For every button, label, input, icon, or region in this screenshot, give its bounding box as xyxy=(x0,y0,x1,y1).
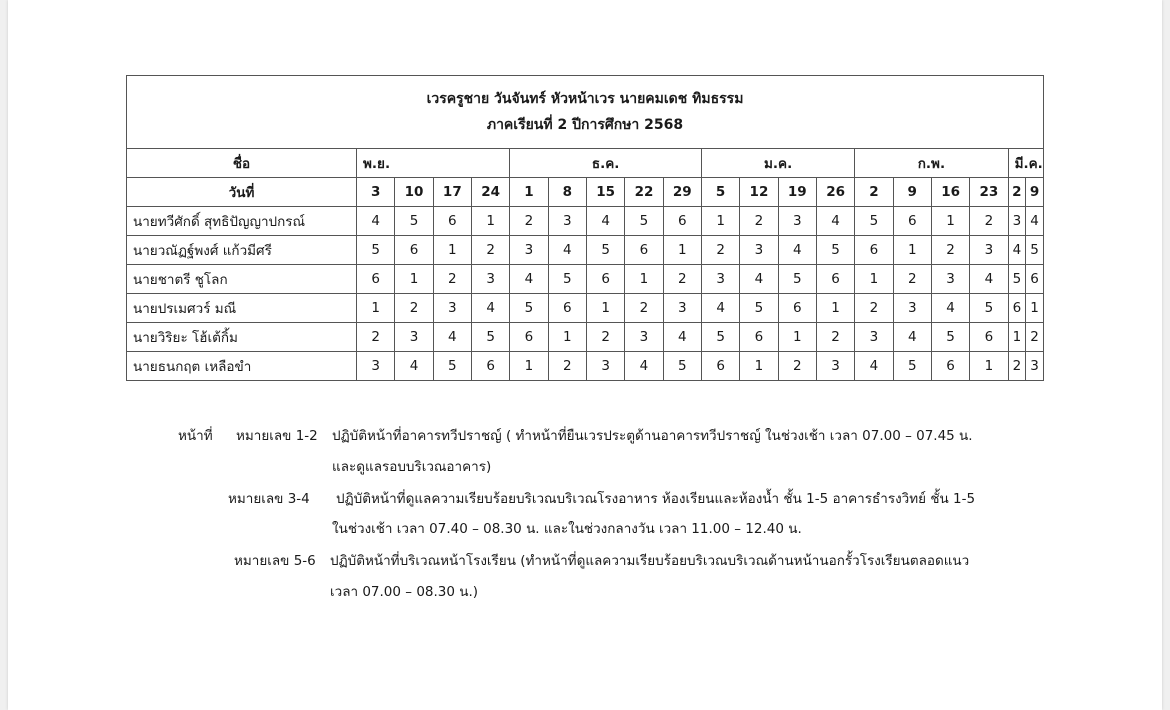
document-page xyxy=(8,0,1162,710)
duty-number-cell: 2 xyxy=(395,294,433,323)
duty-number-cell: 5 xyxy=(433,352,471,381)
duty-number-cell: 6 xyxy=(471,352,509,381)
duty-number-cell: 5 xyxy=(1026,236,1044,265)
duty-number-cell: 5 xyxy=(395,207,433,236)
duty-number-cell: 3 xyxy=(701,265,739,294)
duty-number-cell: 1 xyxy=(663,236,701,265)
duty-number-cell: 4 xyxy=(357,207,395,236)
duty-number-cell: 6 xyxy=(855,236,893,265)
duty-number-cell: 5 xyxy=(625,207,663,236)
month-header: ธ.ค. xyxy=(510,149,702,178)
duty-number-cell: 4 xyxy=(778,236,816,265)
duty-number-cell: 1 xyxy=(625,265,663,294)
duty-number-cell: 2 xyxy=(1026,323,1044,352)
duty-number-cell: 6 xyxy=(778,294,816,323)
duty-number-cell: 4 xyxy=(1026,207,1044,236)
duty-number-cell: 3 xyxy=(433,294,471,323)
duty-number-cell: 5 xyxy=(931,323,969,352)
duty-number-cell: 3 xyxy=(855,323,893,352)
duty-number-cell: 6 xyxy=(1026,265,1044,294)
duty-number-cell: 4 xyxy=(816,207,854,236)
teacher-name: นายชาตรี ชูโลก xyxy=(127,265,357,294)
month-header: ม.ค. xyxy=(701,149,854,178)
duty-number-cell: 1 xyxy=(1008,323,1026,352)
duty-number-cell: 6 xyxy=(893,207,931,236)
duty-number-cell: 5 xyxy=(816,236,854,265)
duty-number-cell: 4 xyxy=(740,265,778,294)
teacher-name: นายทวีศักดิ์ สุทธิปัญญาปกรณ์ xyxy=(127,207,357,236)
month-header: มี.ค. xyxy=(1008,149,1043,178)
duty-number-cell: 6 xyxy=(548,294,586,323)
duty-number-cell: 6 xyxy=(931,352,969,381)
duty-number-cell: 4 xyxy=(663,323,701,352)
duty-number-cell: 2 xyxy=(970,207,1008,236)
duty-number-cell: 4 xyxy=(395,352,433,381)
duty-number-cell: 5 xyxy=(893,352,931,381)
duty-number-cell: 2 xyxy=(701,236,739,265)
date-header-cell: 1 xyxy=(510,178,548,207)
duty-number-cell: 6 xyxy=(395,236,433,265)
duty-number-cell: 5 xyxy=(586,236,624,265)
teacher-name: นายปรเมศวร์ มณี xyxy=(127,294,357,323)
duty-number-cell: 6 xyxy=(816,265,854,294)
duty-number-cell: 5 xyxy=(357,236,395,265)
duty-number-cell: 4 xyxy=(931,294,969,323)
duty-number-cell: 3 xyxy=(778,207,816,236)
duty-number-cell: 4 xyxy=(970,265,1008,294)
duty-number-cell: 3 xyxy=(471,265,509,294)
duty-number-cell: 5 xyxy=(510,294,548,323)
duty-number-cell: 4 xyxy=(586,207,624,236)
duty-number-cell: 3 xyxy=(510,236,548,265)
teacher-name: นายวณัฏฐ์พงศ์ แก้วมีศรี xyxy=(127,236,357,265)
duty-number-cell: 1 xyxy=(510,352,548,381)
duty-number-cell: 5 xyxy=(548,265,586,294)
month-header: พ.ย. xyxy=(357,149,510,178)
duty-number-cell: 5 xyxy=(778,265,816,294)
duty-number-cell: 3 xyxy=(893,294,931,323)
title-line-2: ภาคเรียนที่ 2 ปีการศึกษา 2568 xyxy=(486,117,684,133)
duty-number-cell: 1 xyxy=(433,236,471,265)
name-column-header: ชื่อ xyxy=(127,149,357,178)
duty-number-cell: 3 xyxy=(740,236,778,265)
duty-number-cell: 4 xyxy=(893,323,931,352)
duty-number-cell: 1 xyxy=(816,294,854,323)
duty-number-cell: 4 xyxy=(510,265,548,294)
duty-number-cell: 2 xyxy=(931,236,969,265)
duty-number-cell: 2 xyxy=(548,352,586,381)
duty-number-cell: 2 xyxy=(740,207,778,236)
duty-number-cell: 5 xyxy=(970,294,1008,323)
duty-number-cell: 1 xyxy=(471,207,509,236)
date-header-cell: 16 xyxy=(931,178,969,207)
duty-number-cell: 2 xyxy=(1008,352,1026,381)
duty-number-cell: 3 xyxy=(970,236,1008,265)
duty-number-cell: 4 xyxy=(471,294,509,323)
duty-number-cell: 6 xyxy=(586,265,624,294)
duty-number-cell: 4 xyxy=(1008,236,1026,265)
date-header-cell: 19 xyxy=(778,178,816,207)
duty-number-cell: 4 xyxy=(855,352,893,381)
duty-number-cell: 2 xyxy=(510,207,548,236)
note-3-label: หมายเลข 5-6 xyxy=(234,553,316,569)
duty-number-cell: 5 xyxy=(701,323,739,352)
note-3-text: ปฏิบัติหน้าที่บริเวณหน้าโรงเรียน (ทำหน้าที่ดูแลความเรียบร้อยบริเวณบริเวณด้านหน้านอกรั้วโรงเรียนตลอดแนว xyxy=(330,553,970,569)
duty-number-cell: 3 xyxy=(357,352,395,381)
duty-number-cell: 3 xyxy=(395,323,433,352)
duty-number-cell: 1 xyxy=(586,294,624,323)
duty-number-cell: 6 xyxy=(970,323,1008,352)
duty-number-cell: 3 xyxy=(586,352,624,381)
duty-number-cell: 4 xyxy=(701,294,739,323)
duty-number-cell: 2 xyxy=(855,294,893,323)
date-header-cell: 10 xyxy=(395,178,433,207)
date-header-cell: 23 xyxy=(970,178,1008,207)
note-2-label: หมายเลข 3-4 xyxy=(228,491,310,507)
duty-number-cell: 1 xyxy=(970,352,1008,381)
duty-number-cell: 6 xyxy=(1008,294,1026,323)
date-header-cell: 2 xyxy=(855,178,893,207)
duty-number-cell: 3 xyxy=(1026,352,1044,381)
duty-number-cell: 1 xyxy=(548,323,586,352)
duty-number-cell: 6 xyxy=(357,265,395,294)
teacher-name: นายวิริยะ โฮ้เต้กิ้ม xyxy=(127,323,357,352)
duty-number-cell: 1 xyxy=(893,236,931,265)
date-header-cell: 26 xyxy=(816,178,854,207)
date-header-cell: 2 xyxy=(1008,178,1026,207)
duty-number-cell: 5 xyxy=(663,352,701,381)
duty-number-cell: 2 xyxy=(778,352,816,381)
duty-number-cell: 1 xyxy=(395,265,433,294)
duty-number-cell: 6 xyxy=(701,352,739,381)
duty-number-cell: 5 xyxy=(740,294,778,323)
duty-number-cell: 3 xyxy=(931,265,969,294)
duty-number-cell: 3 xyxy=(1008,207,1026,236)
teacher-name: นายธนกฤต เหลือขำ xyxy=(127,352,357,381)
duty-number-cell: 1 xyxy=(701,207,739,236)
duty-number-cell: 3 xyxy=(663,294,701,323)
duty-number-cell: 5 xyxy=(471,323,509,352)
duty-number-cell: 1 xyxy=(357,294,395,323)
note-1-text: ปฏิบัติหน้าที่อาคารทวีปราชญ์ ( ทำหน้าที่ยืนเวรประตูด้านอาคารทวีปราชญ์ ในช่วงเช้า เวลา 07.00 – 07.45 น. xyxy=(332,428,973,444)
duty-number-cell: 3 xyxy=(816,352,854,381)
note-3-continuation: เวลา 07.00 – 08.30 น.) xyxy=(330,584,479,600)
date-header-cell: 17 xyxy=(433,178,471,207)
duty-number-cell: 3 xyxy=(625,323,663,352)
date-header-cell: 9 xyxy=(1026,178,1044,207)
duty-number-cell: 2 xyxy=(816,323,854,352)
duty-number-cell: 4 xyxy=(548,236,586,265)
note-1-continuation: และดูแลรอบบริเวณอาคาร) xyxy=(332,459,492,475)
date-header-cell: 12 xyxy=(740,178,778,207)
date-header-cell: 29 xyxy=(663,178,701,207)
duty-number-cell: 1 xyxy=(931,207,969,236)
duty-number-cell: 2 xyxy=(586,323,624,352)
note-2-text: ปฏิบัติหน้าที่ดูแลความเรียบร้อยบริเวณบริเวณโรงอาหาร ห้องเรียนและห้องน้ำ ชั้น 1-5 อาคารธำรงวิทย์ ชั้น 1-5 xyxy=(336,491,976,507)
date-column-header: วันที่ xyxy=(127,178,357,207)
duty-number-cell: 6 xyxy=(663,207,701,236)
duty-number-cell: 6 xyxy=(740,323,778,352)
date-header-cell: 8 xyxy=(548,178,586,207)
date-header-cell: 9 xyxy=(893,178,931,207)
date-header-cell: 15 xyxy=(586,178,624,207)
note-1-label: หมายเลข 1-2 xyxy=(236,428,318,444)
duty-number-cell: 2 xyxy=(357,323,395,352)
duty-number-cell: 6 xyxy=(510,323,548,352)
duty-number-cell: 5 xyxy=(1008,265,1026,294)
date-header-cell: 5 xyxy=(701,178,739,207)
duty-number-cell: 2 xyxy=(663,265,701,294)
duty-number-cell: 1 xyxy=(740,352,778,381)
date-header-cell: 3 xyxy=(357,178,395,207)
date-header-cell: 22 xyxy=(625,178,663,207)
duty-number-cell: 2 xyxy=(433,265,471,294)
duty-notes xyxy=(8,0,1162,710)
duty-number-cell: 6 xyxy=(433,207,471,236)
duty-number-cell: 2 xyxy=(893,265,931,294)
duty-number-cell: 4 xyxy=(625,352,663,381)
duty-number-cell: 1 xyxy=(1026,294,1044,323)
duty-number-cell: 1 xyxy=(855,265,893,294)
date-header-cell: 24 xyxy=(471,178,509,207)
duty-number-cell: 2 xyxy=(625,294,663,323)
title-line-1: เวรครูชาย วันจันทร์ หัวหน้าเวร นายคมเดช ทิมธรรม xyxy=(426,91,744,107)
duty-number-cell: 5 xyxy=(855,207,893,236)
duty-number-cell: 3 xyxy=(548,207,586,236)
month-header: ก.พ. xyxy=(855,149,1008,178)
note-2-continuation: ในช่วงเช้า เวลา 07.40 – 08.30 น. และในช่วงกลางวัน เวลา 11.00 – 12.40 น. xyxy=(332,521,802,537)
duty-number-cell: 4 xyxy=(433,323,471,352)
duty-number-cell: 6 xyxy=(625,236,663,265)
duty-number-cell: 1 xyxy=(778,323,816,352)
duty-label: หน้าที่ xyxy=(178,428,213,444)
duty-number-cell: 2 xyxy=(471,236,509,265)
